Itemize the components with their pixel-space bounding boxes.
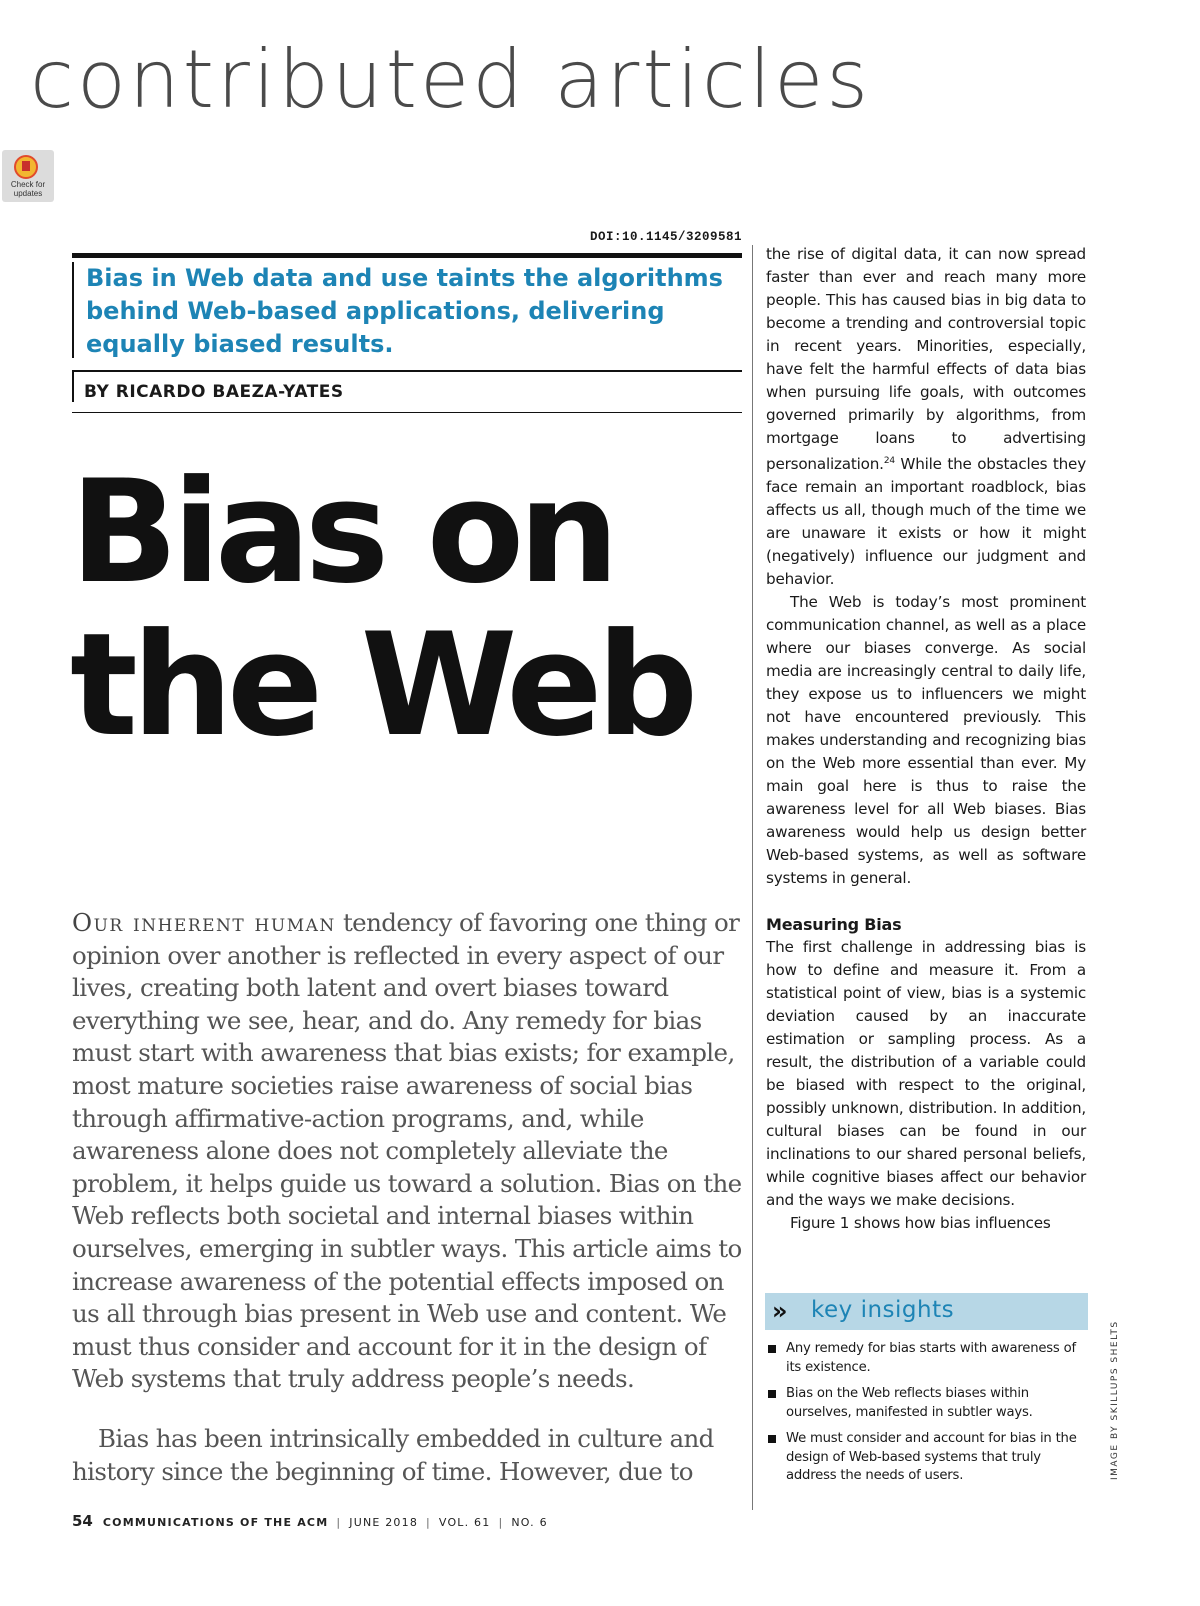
key-insight-item	[766, 1340, 1086, 1377]
footer-separator: |	[426, 1516, 431, 1529]
issue-volume: VOL. 61	[438, 1516, 491, 1529]
key-insights-header	[765, 1293, 1088, 1330]
byline-rule-left	[72, 370, 74, 402]
reference-marker[interactable]: 24	[883, 456, 895, 466]
footer-separator: |	[498, 1516, 504, 1529]
body-paragraph-3: The first challenge in addressing bias is how to define and measure it. From a statistical point of view, bias is a systemic deviation caused by an inaccurate estimation or sampling process. As a result, the distribution of a variable could be biased with respect to the original, possibly unknown, distribution. In addition, cultural biases can be found in our inclinations to our shared personal beliefs, while cognitive biases affect our behavior and the ways we make decisions.	[766, 938, 1086, 1210]
bullet-square-icon	[768, 1345, 776, 1353]
key-insight-text: We must consider and account for bias in the design of Web-based systems that truly address the needs of users.	[786, 1431, 1077, 1483]
key-insight-item	[766, 1385, 1086, 1422]
badge-label: Check for updates	[10, 180, 46, 198]
section-heading: contributed articles	[30, 33, 872, 126]
footer-separator: |	[336, 1516, 342, 1529]
image-credit: IMAGE BY SKILLUPS SHELTS	[1110, 1320, 1120, 1480]
body-paragraph-1-end: While the obstacles they face remain an important roadblock, bias affects us all, though much of the time we are unaware it exists or how it might (negatively) influence our judgment and behavior.	[766, 455, 1086, 589]
body-paragraph-4: Figure 1 shows how bias influences	[790, 1214, 1051, 1233]
check-for-updates-badge[interactable]	[2, 150, 54, 202]
key-insight-text: Bias on the Web reflects biases within ourselves, manifested in subtler ways.	[786, 1386, 1033, 1420]
key-insight-text: Any remedy for bias starts with awareness of its existence.	[786, 1341, 1076, 1375]
page-number: 54	[72, 1512, 93, 1530]
doi[interactable]: DOI:10.1145/3209581	[589, 230, 742, 244]
top-rule	[72, 253, 742, 258]
key-insights-label: key insights	[811, 1297, 955, 1323]
key-insight-item	[766, 1430, 1086, 1486]
lede-text: tendency of favoring one thing or opinion over another is reflected in every aspect of our lives, creating both latent and overt biases toward everything we see, hear, and do. Any remedy for bias must start with awareness that bias exists; for example, most mature societies raise awareness of social bias through affirmative-action programs, and, while awareness alone does not completely alleviate the problem, it helps guide us toward a solution. Bias on the Web reflects both societal and internal biases within ourselves, emerging in subtler ways. This article aims to increase awareness of the potential effects imposed on us all through bias present in Web use and content. We must thus consider and account for it in the design of Web systems that truly address people’s needs.	[72, 908, 742, 1394]
lede-paragraph-2: Bias has been intrinsically embedded in culture and history since the beginning of time. However, due to	[72, 1424, 714, 1486]
bullet-square-icon	[768, 1390, 776, 1398]
title-line-1: Bias on	[70, 450, 614, 615]
chevron-right-icon: »	[772, 1297, 788, 1325]
deck-side-rule	[72, 262, 74, 358]
byline: BY RICARDO BAEZA-YATES	[84, 382, 344, 402]
lead-in: Our inherent human	[72, 908, 336, 937]
article-title	[70, 450, 693, 768]
body-paragraph-2: The Web is today’s most prominent communication channel, as well as a place where our biases converge. As social media are increasingly central to daily life, they expose us to influencers we might not have encountered previously. This makes understanding and recognizing bias on the Web more essential than ever. My main goal here is thus to raise the awareness level for all Web biases. Bias awareness would help us design better Web-based systems, as well as software systems in general.	[766, 593, 1086, 888]
body-paragraph-1	[766, 243, 1086, 591]
title-line-2: the Web	[70, 603, 693, 768]
lede-paragraph	[72, 907, 744, 1396]
issue-number: NO. 6	[511, 1516, 548, 1529]
page-footer	[72, 1512, 548, 1530]
column-divider	[752, 245, 753, 1510]
key-insights-list	[766, 1340, 1086, 1494]
body-paragraph-1-text: the rise of digital data, it can now spread faster than ever and reach many more people. This has caused bias in big data to become a trending and controversial topic in recent years. Minorities, especially, have felt the harmful effects of data bias when pursuing life goals, with outcomes governed primarily by algorithms, from mortgage loans to advertising personalization.	[766, 245, 1086, 474]
bullet-square-icon	[768, 1435, 776, 1443]
issue-date: JUNE 2018	[349, 1516, 419, 1529]
publication-name: COMMUNICATIONS OF THE ACM	[102, 1516, 329, 1529]
byline-rule-bottom	[72, 412, 742, 413]
right-column	[766, 243, 1086, 1235]
byline-rule-top	[72, 370, 742, 372]
subhead-measuring-bias: Measuring Bias	[766, 915, 902, 935]
deck: Bias in Web data and use taints the algorithms behind Web-based applications, delivering equally biased results.	[86, 264, 723, 358]
crossmark-icon	[14, 155, 38, 179]
